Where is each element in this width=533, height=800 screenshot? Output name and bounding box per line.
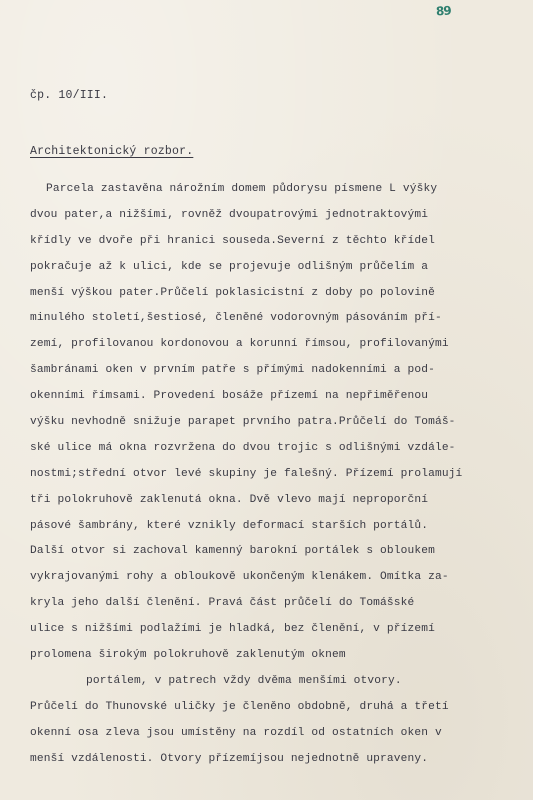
text-line: portálem, v patrech vždy dvěma menšími otvory. bbox=[86, 674, 402, 687]
text-line: ské ulice má okna rozvržena do dvou trojic s odlišnými vzdále- bbox=[30, 441, 456, 454]
text-line: šambránami oken v prvním patře s přímými nadokenními a pod- bbox=[30, 364, 435, 377]
text-line: nostmi;střední otvor levé skupiny je falešný. Přízemí prolamují bbox=[30, 467, 463, 480]
text-line: pásové šambrány, které vznikly deformací starších portálů. bbox=[30, 519, 429, 532]
page-number-stamp: 89 bbox=[435, 3, 452, 19]
text-line: okenními římsami. Provedení bosáže přízemí na nepřiměřenou bbox=[30, 390, 429, 403]
document-body bbox=[30, 177, 520, 772]
building-reference: čp. 10/III. bbox=[30, 89, 109, 102]
text-line: pokračuje až k ulici, kde se projevuje odlišným průčelím a bbox=[30, 260, 429, 273]
text-line: zemí, profilovanou kordonovou a korunní římsou, profilovanými bbox=[30, 338, 449, 351]
text-line: vykrajovanými rohy a obloukově ukončeným klenákem. Omítka za- bbox=[30, 571, 449, 584]
text-line: kryla jeho další členění. Pravá část průčelí do Tomášské bbox=[30, 597, 415, 610]
text-line: výšku nevhodně snižuje parapet prvního patra.Průčelí do Tomáš- bbox=[30, 416, 456, 429]
text-line: menší výškou pater.Průčelí poklasicistní z doby po polovině bbox=[30, 286, 435, 299]
text-line: křídly ve dvoře při hranici souseda.Severní z těchto křídel bbox=[30, 234, 435, 247]
text-line: Parcela zastavěna nárožním domem půdorysu písmene L výšky bbox=[46, 183, 438, 195]
section-heading: Architektonický rozbor. bbox=[30, 145, 194, 158]
text-line: dvou pater,a nižšími, rovněž dvoupatrovými jednotraktovými bbox=[30, 208, 429, 221]
text-line: Průčelí do Thunovské uličky je členěno obdobně, druhá a třetí bbox=[30, 700, 449, 713]
text-line: tři polokruhově zaklenutá okna. Dvě vlevo mají neproporční bbox=[30, 493, 429, 506]
text-line: okenní osa zleva jsou umístěny na rozdíl od ostatních oken v bbox=[30, 726, 442, 739]
text-line: Další otvor si zachoval kamenný barokní portálek s obloukem bbox=[30, 545, 435, 558]
text-line: prolomena širokým polokruhově zaklenutým oknem bbox=[30, 649, 346, 662]
text-line: ulice s nižšími podlažími je hladká, bez členění, v přízemí bbox=[30, 623, 435, 636]
text-line: minulého století,šestiosé, členěné vodorovným pásováním pří- bbox=[30, 312, 442, 325]
text-line: menší vzdálenosti. Otvory přízemíjsou nejednotně upraveny. bbox=[30, 752, 429, 765]
